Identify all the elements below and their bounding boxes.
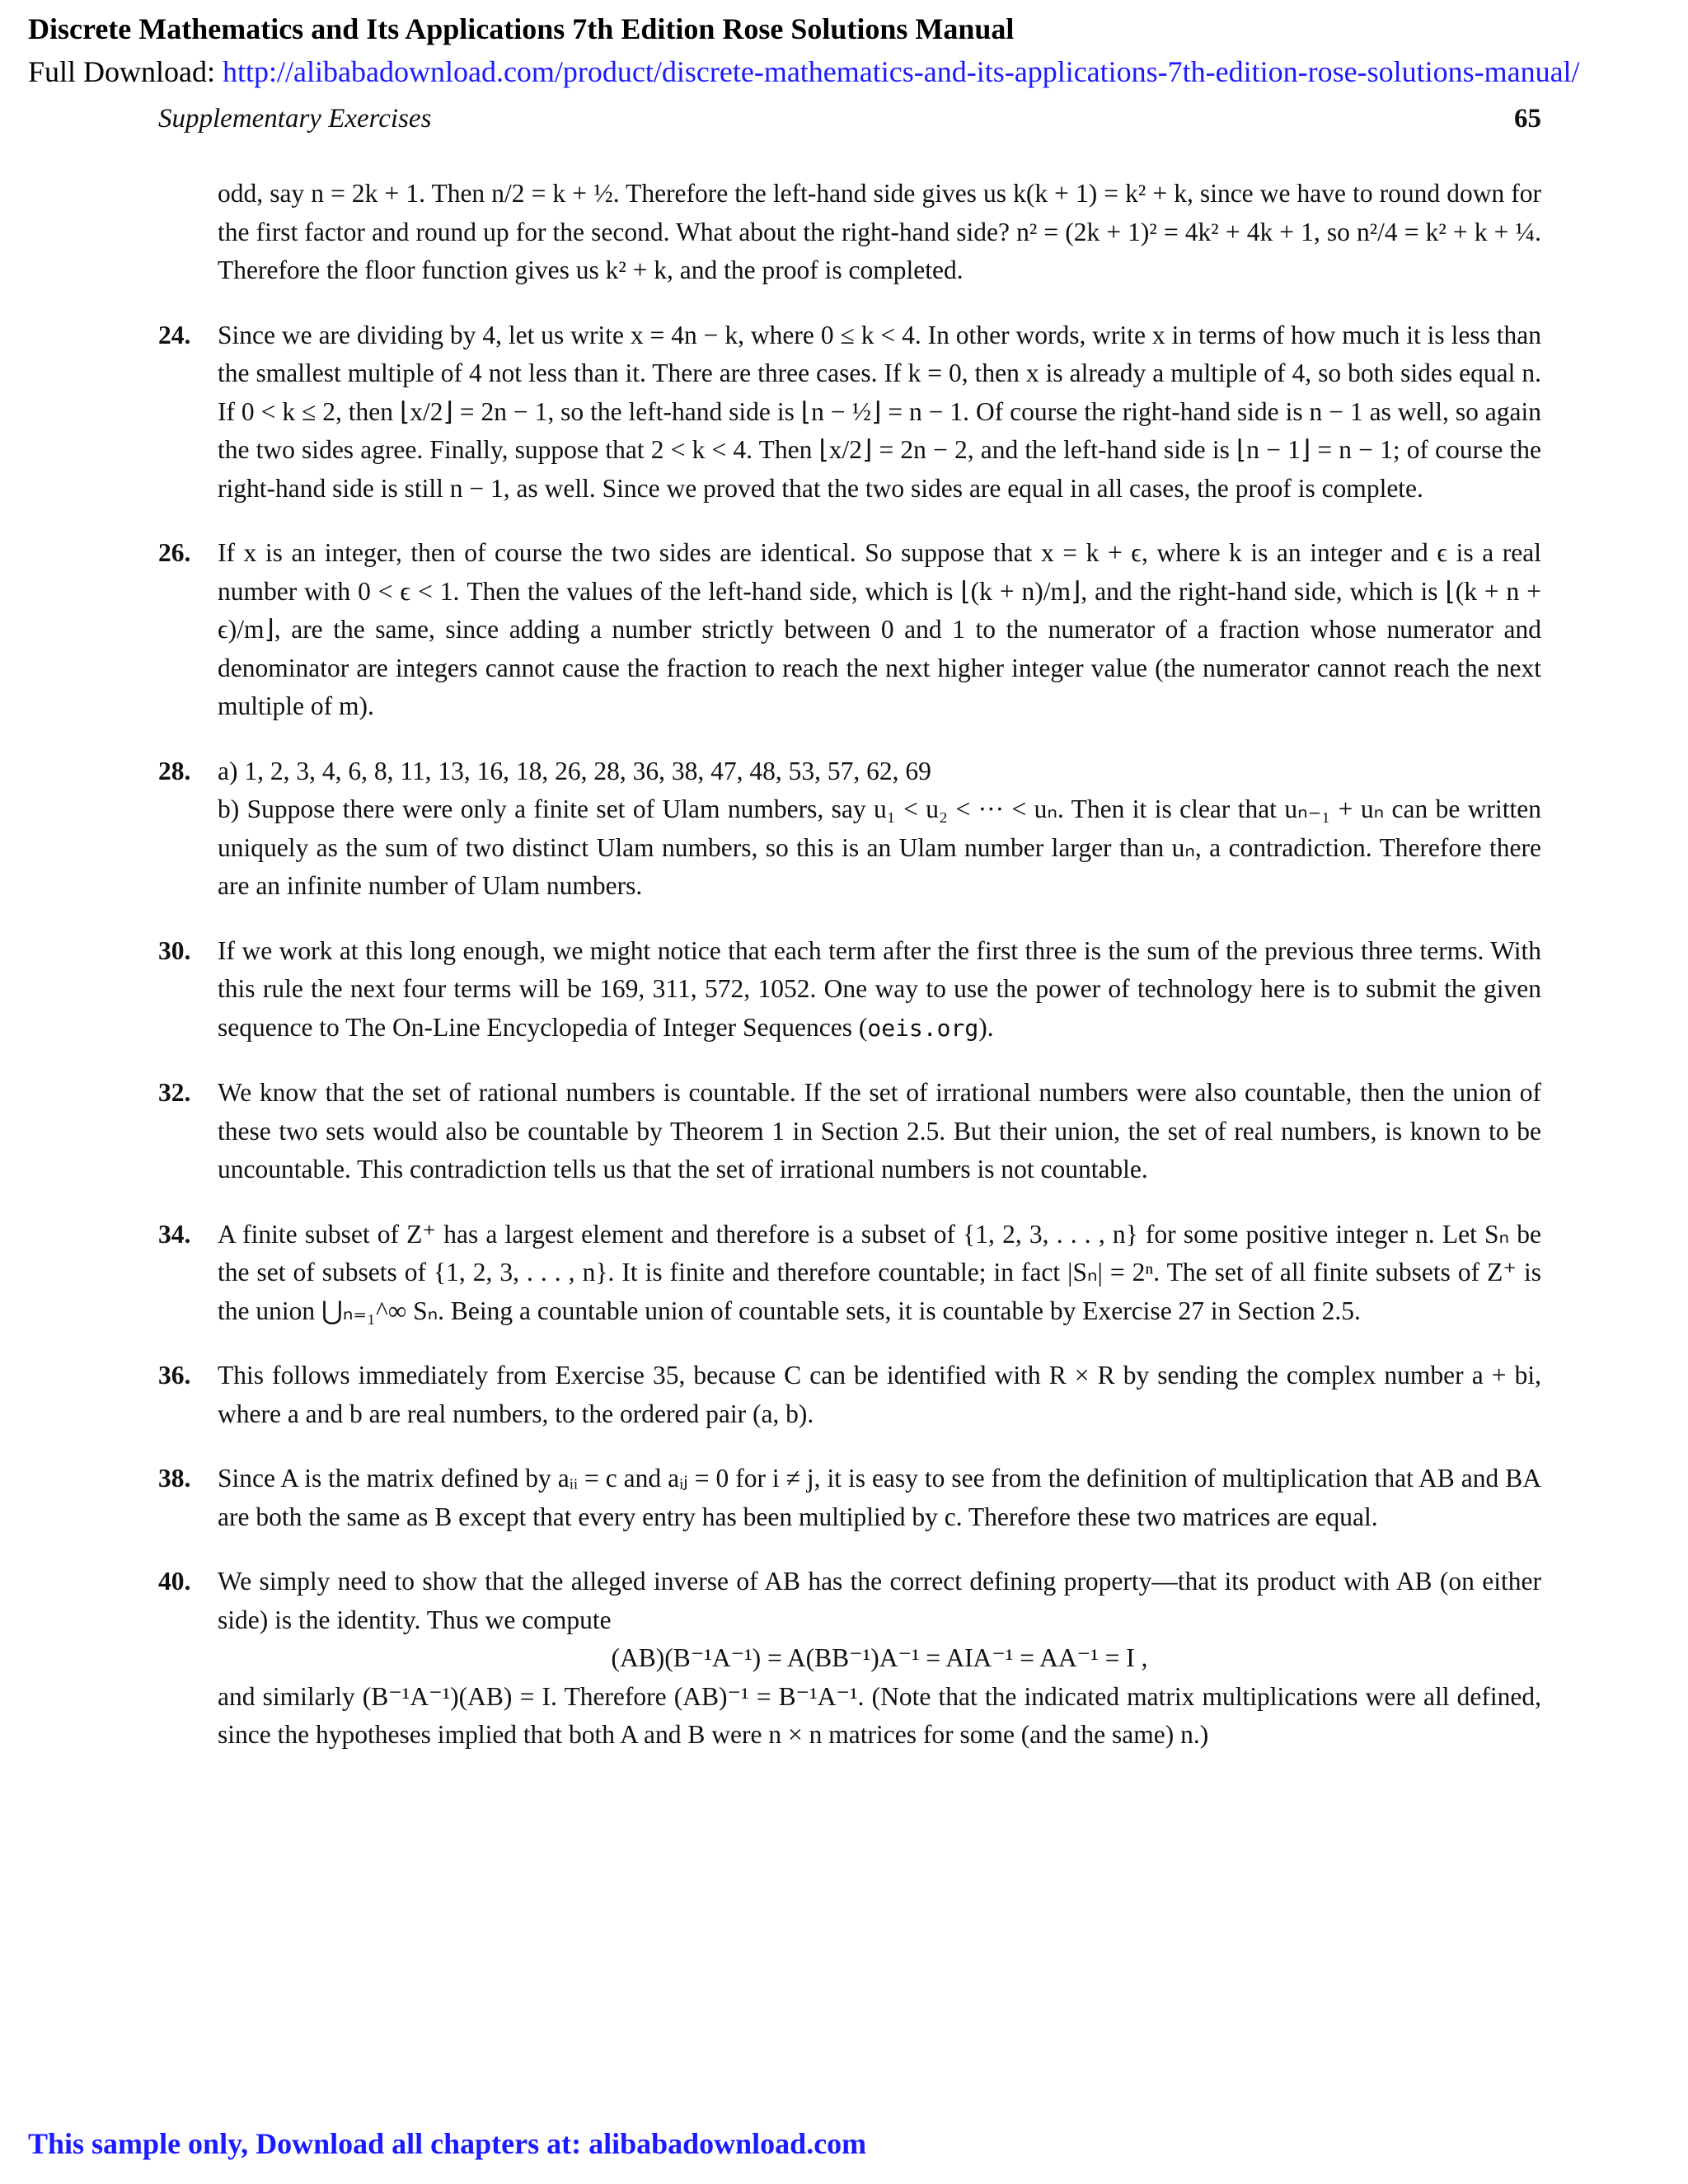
exercise-38 [158, 1460, 1541, 1536]
exercise-text: A finite subset of Z⁺ has a largest element and therefore is a subset of {1, 2, 3, . . . , n} for some positive integer n. Let Sₙ be the set of subsets of {1, 2, 3, . . . , n}. It is finite and therefore countable; in fact |Sₙ| = 2ⁿ. The set of all finite subsets of Z⁺ is the union ⋃ₙ₌₁^∞ Sₙ. Being a countable union of countable sets, it is countable by Exercise 27 in Section 2.5. [218, 1219, 1541, 1325]
download-link[interactable]: http://alibabadownload.com/product/discrete-mathematics-and-its-applications-7th-edition-rose-solutions-manual/ [223, 55, 1580, 88]
exercise-part-b: b) Suppose there were only a finite set of Ulam numbers, say u₁ < u₂ < ··· < uₙ. Then it is clear that uₙ₋₁ + uₙ can be written uniquely as the sum of two distinct Ulam numbers, so this is an Ulam number larger than uₙ, a contradiction. Therefore there are an infinite number of Ulam numbers. [218, 794, 1541, 900]
exercise-text: Since A is the matrix defined by aᵢᵢ = c and aᵢⱼ = 0 for i ≠ j, it is easy to see from the definition of multiplication that AB and BA are both the same as B except that every entry has been multiplied by c. Therefore these two matrices are equal. [218, 1464, 1541, 1531]
exercise-text: If we work at this long enough, we might notice that each term after the first three is the sum of the previous three terms. With this rule the next four terms will be 169, 311, 572, 1052. One way to use the power of technology here is to submit the given sequence to The On-Line Encyclopedia of Integer Sequences ( [218, 935, 1541, 1042]
exercise-text: We know that the set of rational numbers is countable. If the set of irrational numbers were also countable, then the union of these two sets would also be countable by Theorem 1 in Section 2.5. But their union, the set of real numbers, is known to be uncountable. This contradiction tells us that the set of irrational numbers is not countable. [218, 1078, 1541, 1183]
continuation-paragraph [158, 175, 1541, 290]
display-equation: (AB)(B⁻¹A⁻¹) = A(BB⁻¹)A⁻¹ = AIA⁻¹ = AA⁻¹ = I , [611, 1643, 1148, 1672]
exercise-36 [158, 1357, 1541, 1433]
exercise-text: This follows immediately from Exercise 35, because C can be identified with R × R by sending the complex number a + bi, where a and b are real numbers, to the ordered pair (a, b). [218, 1361, 1541, 1428]
exercise-number: 40. [158, 1567, 191, 1596]
exercise-text-wrap [218, 932, 1541, 1048]
exercise-number: 38. [158, 1464, 191, 1493]
document-title: Discrete Mathematics and Its Applications 7th Edition Rose Solutions Manual [28, 12, 1015, 45]
exercise-number: 24. [158, 320, 191, 349]
exercise-number: 32. [158, 1078, 191, 1107]
footer-notice[interactable]: This sample only, Download all chapters at: alibabadownload.com [28, 2127, 867, 2160]
exercise-28 [158, 752, 1541, 906]
download-prefix: Full Download: [28, 55, 223, 88]
exercise-26 [158, 534, 1541, 726]
exercise-number: 36. [158, 1361, 191, 1390]
exercise-number: 28. [158, 756, 191, 785]
exercise-32 [158, 1074, 1541, 1189]
exercise-number: 30. [158, 935, 191, 965]
exercise-tail: ). [978, 1012, 994, 1042]
exercise-text: If x is an integer, then of course the two sides are identical. So suppose that x = k + ϵ, where k is an integer and ϵ is a real number with 0 < ϵ < 1. Then the values of the left-hand side, which is ⌊(k + n)/m⌋, and the right-hand side, which is ⌊(k + n + ϵ)/m⌋, are the same, since adding a number strictly between 0 and 1 to the numerator of a fraction whose numerator and denominator are integers cannot cause the fraction to reach the next higher integer value (the numerator cannot reach the next multiple of m). [218, 538, 1541, 720]
exercise-number: 34. [158, 1219, 191, 1249]
page-number: 65 [1514, 104, 1541, 134]
exercise-34 [158, 1216, 1541, 1331]
exercise-24 [158, 316, 1541, 509]
page-body [158, 175, 1541, 1781]
continuation-text: odd, say n = 2k + 1. Then n/2 = k + ½. Therefore the left-hand side gives us k(k + 1) = k² + k, since we have to round down for the first factor and round up for the second. What about the right-hand side? n² = (2k + 1)² = 4k² + 4k + 1, so n²/4 = k² + k + ¼. Therefore the floor function gives us k² + k, and the proof is completed. [218, 179, 1541, 284]
exercise-text: Since we are dividing by 4, let us write x = 4n − k, where 0 ≤ k < 4. In other words, write x in terms of how much it is less than the smallest multiple of 4 not less than it. There are three cases. If k = 0, then x is already a multiple of 4, so both sides equal n. If 0 < k ≤ 2, then ⌊x/2⌋ = 2n − 1, so the left-hand side is ⌊n − ½⌋ = n − 1. Of course the right-hand side is n − 1 as well, so again the two sides agree. Finally, suppose that 2 < k < 4. Then ⌊x/2⌋ = 2n − 2, and the left-hand side is ⌊n − 1⌋ = n − 1; of course the right-hand side is still n − 1, as well. Since we proved that the two sides are equal in all cases, the proof is complete. [218, 320, 1541, 503]
exercise-30 [158, 932, 1541, 1048]
oeis-code: oeis.org [867, 1014, 979, 1042]
exercise-number: 26. [158, 538, 191, 567]
exercise-text-after: and similarly (B⁻¹A⁻¹)(AB) = I. Therefore (AB)⁻¹ = B⁻¹A⁻¹. (Note that the indicated matrix multiplications were all defined, since the hypotheses implied that both A and B were n × n matrices for some (and the same) n.) [218, 1681, 1541, 1749]
section-name: Supplementary Exercises [158, 104, 432, 134]
download-line [28, 54, 1580, 89]
running-head [158, 104, 1541, 140]
exercise-part-a: a) 1, 2, 3, 4, 6, 8, 11, 13, 16, 18, 26, 28, 36, 38, 47, 48, 53, 57, 62, 69 [218, 756, 931, 785]
exercise-40 [158, 1563, 1541, 1755]
exercise-text: We simply need to show that the alleged inverse of AB has the correct defining property—that its product with AB (on either side) is the identity. Thus we compute [218, 1567, 1541, 1634]
